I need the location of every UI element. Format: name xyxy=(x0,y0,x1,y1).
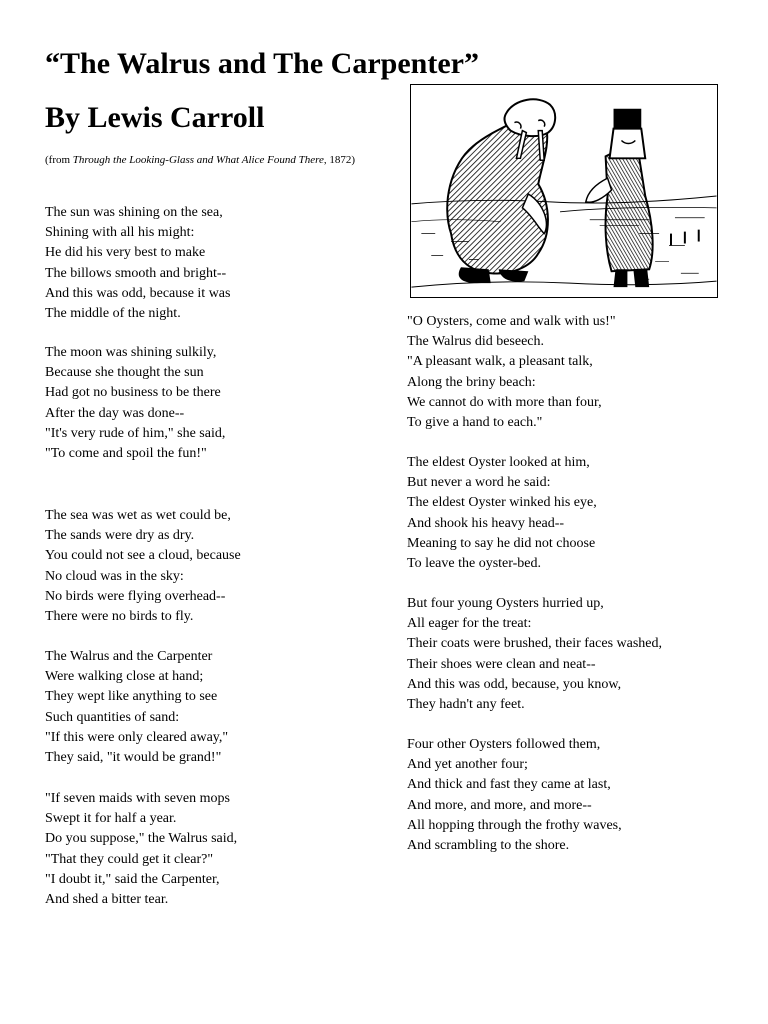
poem-line: And this was odd, because it was xyxy=(45,285,231,301)
poem-line: "It's very rude of him," she said, xyxy=(45,425,226,441)
source-work-title: Through the Looking-Glass and What Alice Found There xyxy=(72,154,324,166)
poem-line: We cannot do with more than four, xyxy=(407,394,602,410)
poem-line: And shook his heavy head-- xyxy=(407,515,565,531)
poem-line: To leave the oyster-bed. xyxy=(407,556,542,572)
poem-line: The eldest Oyster winked his eye, xyxy=(407,495,597,511)
source-prefix: (from xyxy=(45,154,73,166)
stanza-2 xyxy=(45,343,225,464)
poem-line: All eager for the treat: xyxy=(407,616,532,632)
stanza-6 xyxy=(407,312,616,433)
poem-author: By Lewis Carroll xyxy=(45,101,265,134)
poem-line: No birds were flying overhead-- xyxy=(45,588,226,604)
poem-line: Because she thought the sun xyxy=(45,365,204,381)
poem-line: And scrambling to the shore. xyxy=(407,838,570,854)
poem-line: "If this were only cleared away," xyxy=(45,729,229,745)
stanza-9 xyxy=(407,735,622,856)
poem-line: "O Oysters, come and walk with us!" xyxy=(407,314,616,329)
poem-line: The eldest Oyster looked at him, xyxy=(407,455,590,470)
poem-line: But never a word he said: xyxy=(407,475,551,491)
poem-line: And shed a bitter tear. xyxy=(45,892,169,908)
poem-line: Were walking close at hand; xyxy=(45,669,204,685)
poem-line: Such quantities of sand: xyxy=(45,709,180,725)
stanza-3 xyxy=(45,506,241,627)
poem-line: The sands were dry as dry. xyxy=(45,528,195,544)
poem-line: You could not see a cloud, because xyxy=(45,548,241,564)
poem-line: The Walrus and the Carpenter xyxy=(45,649,213,664)
poem-line: "If seven maids with seven mops xyxy=(45,791,230,806)
poem-line: The moon was shining sulkily, xyxy=(45,345,217,360)
poem-line: Swept it for half a year. xyxy=(45,811,177,827)
poem-line: To give a hand to each." xyxy=(407,415,543,431)
poem-title: “The Walrus and The Carpenter” xyxy=(45,47,479,80)
walrus-and-carpenter-illustration-icon xyxy=(410,84,718,298)
poem-line: Had got no business to be there xyxy=(45,385,221,401)
poem-line: He did his very best to make xyxy=(45,245,206,261)
poem-line: And this was odd, because, you know, xyxy=(407,676,622,692)
poem-line: Their coats were brushed, their faces washed, xyxy=(407,636,663,652)
poem-line: "That they could get it clear?" xyxy=(45,851,214,867)
source-note xyxy=(45,152,355,168)
stanza-4 xyxy=(45,647,228,768)
poem-line: Do you suppose," the Walrus said, xyxy=(45,831,238,847)
stanza-7 xyxy=(407,453,597,574)
poem-line: Meaning to say he did not choose xyxy=(407,535,596,551)
stanza-1 xyxy=(45,203,230,324)
poem-line: They wept like anything to see xyxy=(45,689,218,705)
illustration-drawing xyxy=(411,85,717,297)
poem-line: There were no birds to fly. xyxy=(45,609,194,625)
poem-line: Shining with all his might: xyxy=(45,225,195,241)
poem-line: "To come and spoil the fun!" xyxy=(45,446,207,462)
poem-line: But four young Oysters hurried up, xyxy=(407,596,604,611)
poem-line: "I doubt it," said the Carpenter, xyxy=(45,871,220,887)
poem-line: The billows smooth and bright-- xyxy=(45,265,227,281)
poem-line: "A pleasant walk, a pleasant talk, xyxy=(407,354,593,370)
poem-line: And thick and fast they came at last, xyxy=(407,777,611,793)
poem-line: Along the briny beach: xyxy=(407,374,536,390)
stanza-8 xyxy=(407,594,662,715)
poem-line: Their shoes were clean and neat-- xyxy=(407,656,596,672)
poem-line: The middle of the night. xyxy=(45,306,181,322)
poem-line: And yet another four; xyxy=(407,757,528,773)
poem-line: The Walrus did beseech. xyxy=(407,334,545,350)
poem-line: Four other Oysters followed them, xyxy=(407,737,601,752)
poem-line: After the day was done-- xyxy=(45,405,185,421)
stanza-5 xyxy=(45,789,237,910)
poem-line: And more, and more, and more-- xyxy=(407,797,592,813)
poem-line: All hopping through the frothy waves, xyxy=(407,817,622,833)
source-suffix: , 1872) xyxy=(323,154,356,166)
poem-line: No cloud was in the sky: xyxy=(45,568,184,584)
poem-line: The sea was wet as wet could be, xyxy=(45,508,231,523)
poem-line: The sun was shining on the sea, xyxy=(45,205,223,220)
poem-line: They hadn't any feet. xyxy=(407,697,525,713)
poem-line: They said, "it would be grand!" xyxy=(45,750,222,766)
